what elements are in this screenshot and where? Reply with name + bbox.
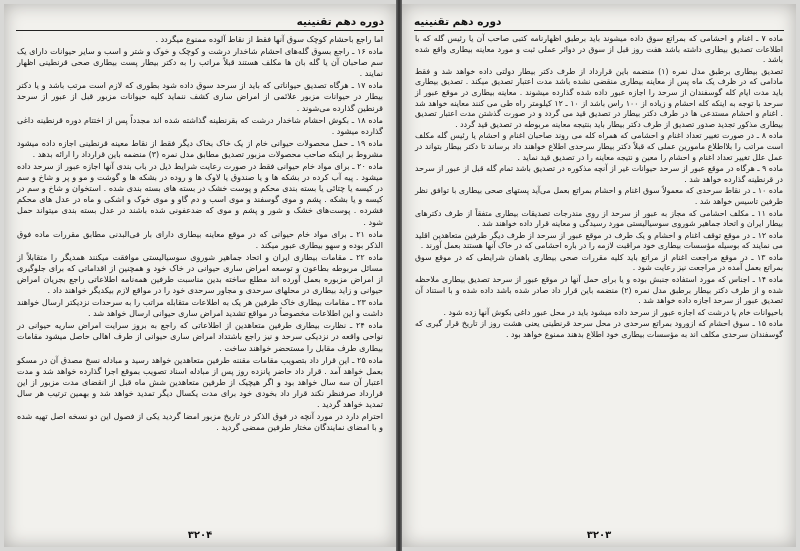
left-paragraph-11: ماده ۲۵ ـ این قرار داد بتصویب مقامات مقننه طرفین متعاهدین خواهد رسید و مبادله نسخ مصدق آن در مسکو بعمل خواهد آمد . قرار داد حاضر پانزده روز پس از مبادله اسناد تصویب بموقع اجرا گذارده خواهد شد و مدت اعتبار آن سه سال خواهد بود و اگر هیچیک از طرفین متعاهدین شش ماه قبل از انقضای مدت مزبور از این قرارداد صرفنظر نکند قرار داد بخودی خود برای مدت یکسال دیگر تمدید خواهد شد و بهمین ترتیب هر سال تمدید خواهد گردید . — [17, 355, 383, 409]
left-paragraph-2: ماده ۱۶ ـ راجع بسوق گله‌های احشام شاخدار درشت و کوچک و خوک و شتر و اسب و سایر حیوانات دارای یک سم صاحبان آن یا گله بان ها مکلف هستند قبلاً مراتب را به دکتر بیطار پست بیطاری صحی قرنطینی اظهار نمایند . — [17, 47, 384, 79]
right-page-header — [414, 10, 784, 31]
left-paragraph-6: ماده ۲۰ ـ برای مواد خام حیوانی فقط در صورت رعایت شرایط ذیل در باب بندی آنها اجازه عبور از سرحد داده میشود . پیه آب کرده در بشکه ها و یا صندوق یا لاوک ها و روده در بشکه ها و گوشت و مو و پر و شاخ و سم در کیسه یا چتائی یا بسته بندی محکم و پوست خشک در بسته های بسته بندی شده . استخوان و شاخ و سم در کیسه و یا بشکه . پشم و موی گوسفند و موی اسب و دم گاو و موی خوک و اشکی و ماه در عدل های محکم فشرده . پوست‌های خشک و شور و پشم و موی که ضدعفونی شده باشند در عدل بسته بندی میتواند حمل شود . — [17, 162, 383, 227]
left-paragraph-3: ماده ۱۷ ـ هرگاه تصدیق حیواناتی که باید از سرحد سوق داده شود بطوری که لازم است مرتب باشد و یا دکتر بیطار در حیوانات مزبور علائمی از امراض ساری کشف ننماید کلیه حیوانات مزبور قبل از عبور از سرحد قرنطین گذارده می‌شوند . — [17, 81, 383, 113]
left-paragraph-10: ماده ۲۴ ـ نظارت بیطاری طرفین متعاهدین از اطلاعاتی که راجع به بروز سرایت امراض ساریه حیوانی در نواحی واقعه در نزدیکی سرحد و نیز راجع باشتداد امراض ساری حیوانی از طرف اهالی حاصل میشود مقامات بیطاری طرف مقابل را مستحضر خواهند ساخت . — [17, 321, 383, 353]
left-page-running-title: دوره دهم تقنینیه — [296, 16, 384, 28]
right-page-running-title: دوره دهم تقنینیه — [414, 16, 502, 28]
left-paragraph-8: ماده ۲۲ ـ مقامات بیطاری ایران و اتحاد جماهیر شوروی سوسیالیستی موافقت میکنند همدیگر را متقابلاً از مسائل مربوطه بطاعون و توسعه امراض ساری حیوانی در خاک خود و همچنین از اقداماتی که برای جلوگیری از امراض مزبوره بعمل آورده اند مطلع ساخته بدین مناسبت طرفین همه‌نامه اطلاعاتی راجع بجریان امراض حیوانی و زاید بیطاری در محلهای سرحدی و مجاور سرحدی خود را در مواقع لازم بیکدیگر خواهند داد . — [17, 252, 383, 296]
left-paragraph-4: ماده ۱۸ ـ بکوش احشام شاخدار درشت که بقرنطینه گذاشته شده اند مجدداً پس از اختتام دوره قرنطینه داغی گذارده میشود . — [17, 115, 383, 136]
left-page — [4, 4, 396, 547]
left-page-number: ۳۲۰۴ — [187, 530, 213, 541]
left-paragraph-9: ماده ۲۳ ـ مقامات بیطاری خاک طرفین هر یک به اطلاعات متقابله مراتب را به سرحدات نزدیکتر ارسال خواهند داشت و این اطلاعات مخصوصاً در مواقع تشدید امراض ساری حیوانی ارسال خواهد شد . — [17, 298, 384, 319]
left-paragraph-12: احترام دارد در مورد آنچه در فوق الذکر در تاریخ مزبور امضا گردید یکی از فصول این دو نسخه اصل تهیه شده و با امضای نمایندگان مختار طرفین ممضی گردید . — [17, 412, 383, 433]
right-page — [402, 4, 796, 547]
left-paragraph-7: ماده ۲۱ ـ برای مواد خام حیوانی که در موقع معاینه بیطاری دارای بار فی‌البدنی مطابق مقررات ماده فوق الذکر بوده و سهو بیطاری عبور میکند . — [17, 229, 384, 250]
right-paragraph-11: ماده ۱۵ ـ سوق احشام که ازورود بمراتع سرحدی در محل سرحد قرنطینی یعنی هشت روز از تاریخ قرار گیری که گوسفندان سرحدی مکلف اند به مؤسسات بیطاری خود اطلاع بدهند ممنوع خواهد بود . — [415, 319, 783, 340]
left-page-header — [16, 10, 384, 31]
right-paragraph-7: ماده ۱۲ ـ در موقع توقف اغنام و احشام و یک طرف در موقع عبور از سرحد از طرف دیگر طرفین متعاهدین اقلید می نمایند که بوسیله مؤسسات بیطاری خود مراقبت لازمه را در باره احشامی که در خاک آنها هستند بعمل آورند . — [415, 230, 783, 251]
left-paragraph-1: اما راجع باحشام کوچک سوق آنها فقط از نقاط آلوده ممنوع میگردد . — [155, 35, 383, 44]
left-page-body — [17, 34, 383, 523]
left-paragraph-5: ماده ۱۹ ـ حمل محصولات حیوانی خام از یک خاک بخاک دیگر فقط از نقاط معینه قرنطینی اجازه داده میشود مشروط بر اینکه صاحب محصولات مزبور تصدیق مطابق مدل نمره (۳) منضمه باین قرارداد را ارائه بدهد . — [17, 138, 383, 159]
right-paragraph-5: ماده ۱۰ ـ در نقاط سرحدی که معمولاً سوق اغنام و احشام بمراتع بعمل می‌آید پستهای صحی بیطاری با توافق نظر طرفین تاسیس خواهد شد . — [415, 186, 783, 206]
right-paragraph-9: ماده ۱۴ ـ اجناس که مورد استفاده جنبش بوده و یا برای حمل آنها در موقع عبور از سرحد تصدیق بیطاری ملاحظه شده و از طرف دکتر بیطار برطبق مدل نمره (۲) منضمه باین قرار داد صادر شده باشد داده شده و با استناد آن تصدیق عبور از سرحد اجازه داده خواهد شد . — [415, 275, 783, 306]
right-paragraph-6: ماده ۱۱ ـ مکلف احشامی که مجاز به عبور از سرحد از روی مندرجات تصدیقات بیطاری متفقاً از طرف دکترهای بیطار ایران و اتحاد جماهیر شوروی سوسیالیستی مورد رسیدگی و معاینه قرار داده خواهند شد . — [415, 208, 783, 229]
right-paragraph-8: ماده ۱۳ ـ در موقع مراجعت اغنام از مراتع باید کلیه مقررات صحی بیطاری باهمان شرایطی که در موقع سوق بمراتع بعمل آمده در مراجعت نیز رعایت شود . — [415, 252, 784, 273]
right-paragraph-3: ماده ۸ ـ در صورت تغییر تعداد اغنام و احشامی که همراه کله می روند صاحبان اغنام و احشام یا رئیس گله مکلف است مراتب را بلااطلاع مامورین عملی که قبلاً دکتر بیطار سرحدی اطلاع خواهند داد برساند تا دکتر بیطار بتواند در عمل علل تغییر تعداد اغنام و احشام را معین و نتیجه معاینه را در تصدیق قید نماید . — [415, 131, 783, 162]
right-page-body — [415, 34, 783, 523]
right-paragraph-1: ماده ۷ ـ اغنام و احشامی که بمراتع سوق داده میشوند باید برطبق اظهارنامه کتبی صاحب آن یا رئیس گله که با اطلاعات تصدیق بیطاری داشته باشد هفت روز قبل از سوق در دوائر عملی ثبت و مورد معاینه بیطاری واقع شده باشد . — [415, 34, 783, 65]
right-paragraph-2: تصدیق بیطاری برطبق مدل نمره (۱) منضمه باین قرارداد از طرف دکتر بیطار دولتی داده خواهد شد و فقط مادامی که در ظرف یک ماه پس از معاینه بیطاری منقضی نشده باشد مدت اعتبار تصدیق میکند . تصدیق بیطاری باید مدت ایام کله گوسفندان از سرحد را اجازه عبور داده شده گذارده میشوند . معاینه بیطاری در موقع عبور از سرحد با توجه به اینکه کله احشام و زیاده از ۱۰۰ راس باشد از ۱۰ ـ ۱۲ کیلومتر راه طی می کنند معاینه خواهد شد . اغنام و احشام مستدعی ها در طرف دکتر بیطار در تصدیق قید می گردد و در صورت گذشتن مدت اعتبار تصدیق بیطاری مذکور تجدید صدور تصدیق از طرف دکتر بیطار باید بنتیجه معاینه مربوطه در تصدیق قید گردد . — [415, 66, 783, 129]
right-paragraph-10: باحیوانات خام یا درشت که اجازه عبور از سرحد داده میشود باید در محل عبور داغی بکوش آنها زده شود . — [443, 307, 783, 317]
right-page-number: ۳۲۰۳ — [586, 530, 612, 541]
right-paragraph-4: ماده ۹ ـ هرگاه در موقع عبور از سرحد حیوانات غیر از آنچه مذکوره در تصدیق باشد تمام گله قبل از عبور از سرحد در قرنطینه گذارده خواهد شد . — [415, 164, 783, 184]
